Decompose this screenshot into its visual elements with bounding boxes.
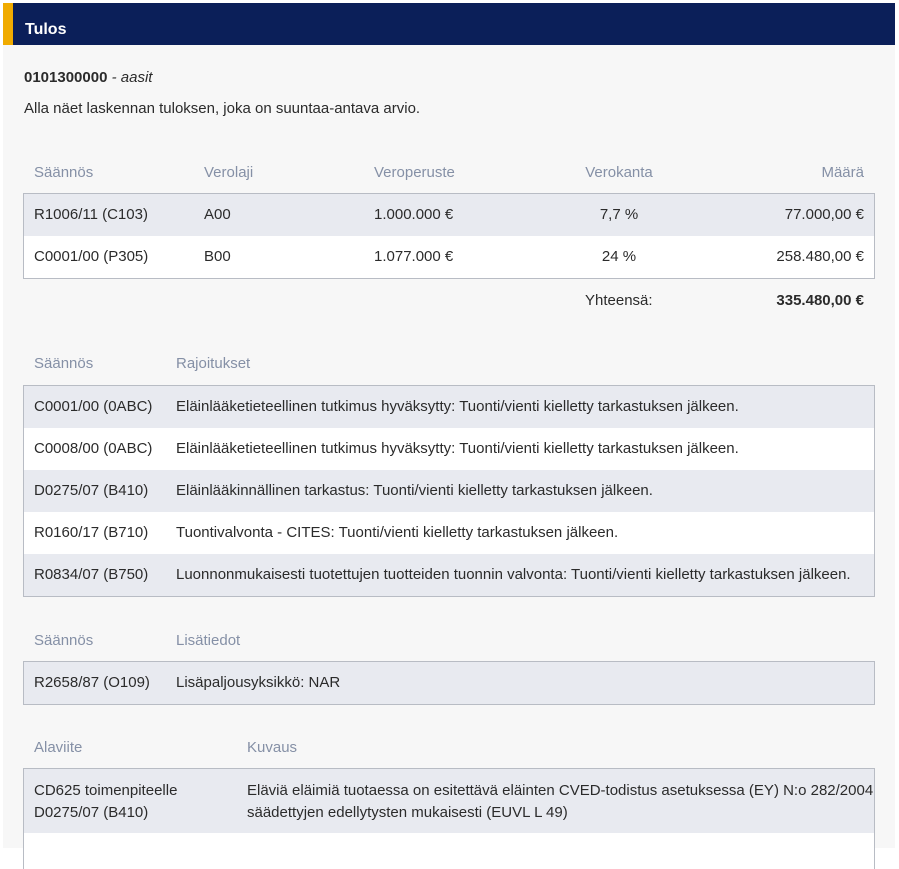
- header-accent-bar: [3, 3, 13, 45]
- table-row: [24, 428, 874, 470]
- tax-cell-type: B00: [204, 248, 231, 265]
- table-row: [24, 236, 874, 278]
- intro-text: Alla näet laskennan tuloksen, joka on suuntaa-antava arvio.: [24, 100, 421, 117]
- restriction-text: Tuontivalvonta - CITES: Tuonti/vienti kielletty tarkastuksen jälkeen.: [176, 524, 619, 541]
- tax-cell-base: 1.077.000 €: [374, 248, 454, 265]
- tax-cell-rate: 7,7 %: [599, 206, 639, 223]
- tax-header-regulation: Säännös: [34, 164, 94, 181]
- table-row: [24, 194, 874, 236]
- info-table: [23, 661, 875, 705]
- tax-cell-amount: 77.000,00 €: [784, 206, 864, 223]
- table-row: [24, 512, 874, 554]
- restrictions-header-regulation: Säännös: [34, 355, 94, 372]
- restrictions-header-restrictions: Rajoitukset: [176, 355, 251, 372]
- tax-cell-amount: 258.480,00 €: [776, 248, 864, 265]
- commodity-code-line: [24, 69, 152, 86]
- restriction-regulation: R0834/07 (B750): [34, 566, 149, 583]
- total-value: 335.480,00 €: [776, 292, 864, 309]
- table-row: [24, 470, 874, 512]
- result-header: [3, 3, 895, 45]
- restriction-regulation: R0160/17 (B710): [34, 524, 149, 541]
- info-text: Lisäpaljousyksikkö: NAR: [176, 674, 341, 691]
- info-header-info: Lisätiedot: [176, 632, 241, 649]
- tax-cell-type: A00: [204, 206, 231, 223]
- info-regulation: R2658/87 (O109): [34, 674, 150, 691]
- table-row: [24, 769, 874, 833]
- restrictions-table: [23, 385, 875, 597]
- total-label: Yhteensä:: [585, 292, 653, 309]
- footnote-header-description: Kuvaus: [247, 739, 298, 756]
- table-row: [24, 386, 874, 428]
- restriction-regulation: C0001/00 (0ABC): [34, 398, 153, 415]
- restriction-text: Eläinlääketieteellinen tutkimus hyväksytty: Tuonti/vienti kielletty tarkastuksen jälkeen.: [176, 398, 739, 415]
- restriction-text: Luonnonmukaisesti tuotettujen tuotteiden tuonnin valvonta: Tuonti/vienti kielletty tarkastuksen jälkeen.: [176, 566, 851, 583]
- footnote-table: [23, 768, 875, 869]
- tax-cell-base: 1.000.000 €: [374, 206, 454, 223]
- commodity-name: - aasit: [111, 69, 153, 86]
- info-header-regulation: Säännös: [34, 632, 94, 649]
- footnote-ref: CD625 toimenpiteelle: [34, 782, 178, 799]
- result-panel: [3, 3, 895, 848]
- tax-header-rate: Verokanta: [585, 164, 653, 181]
- tax-cell-rate: 24 %: [601, 248, 637, 265]
- restriction-text: Eläinlääketieteellinen tutkimus hyväksytty: Tuonti/vienti kielletty tarkastuksen jälkeen.: [176, 440, 739, 457]
- table-row: [24, 662, 874, 704]
- tax-header-type: Verolaji: [204, 164, 254, 181]
- footnote-description-cont: säädettyjen edellytysten mukaisesti (EUVL L 49): [247, 804, 568, 821]
- footnote-ref-regulation: D0275/07 (B410): [34, 804, 149, 821]
- tax-cell-regulation: R1006/11 (C103): [34, 206, 148, 223]
- commodity-code: 0101300000: [24, 69, 108, 86]
- tax-cell-regulation: C0001/00 (P305): [34, 248, 149, 265]
- page-title: Tulos: [25, 21, 67, 38]
- table-row: [24, 554, 874, 596]
- restriction-regulation: D0275/07 (B410): [34, 482, 149, 499]
- restriction-regulation: C0008/00 (0ABC): [34, 440, 153, 457]
- tax-header-base: Veroperuste: [374, 164, 455, 181]
- footnote-header-ref: Alaviite: [34, 739, 83, 756]
- restriction-text: Eläinlääkinnällinen tarkastus: Tuonti/vienti kielletty tarkastuksen jälkeen.: [176, 482, 653, 499]
- footnote-description: Eläviä eläimiä tuotaessa on esitettävä eläinten CVED-todistus asetuksessa (EY) N:o 282/2004: [247, 782, 874, 799]
- tax-header-amount: Määrä: [821, 164, 864, 181]
- tax-table: [23, 193, 875, 279]
